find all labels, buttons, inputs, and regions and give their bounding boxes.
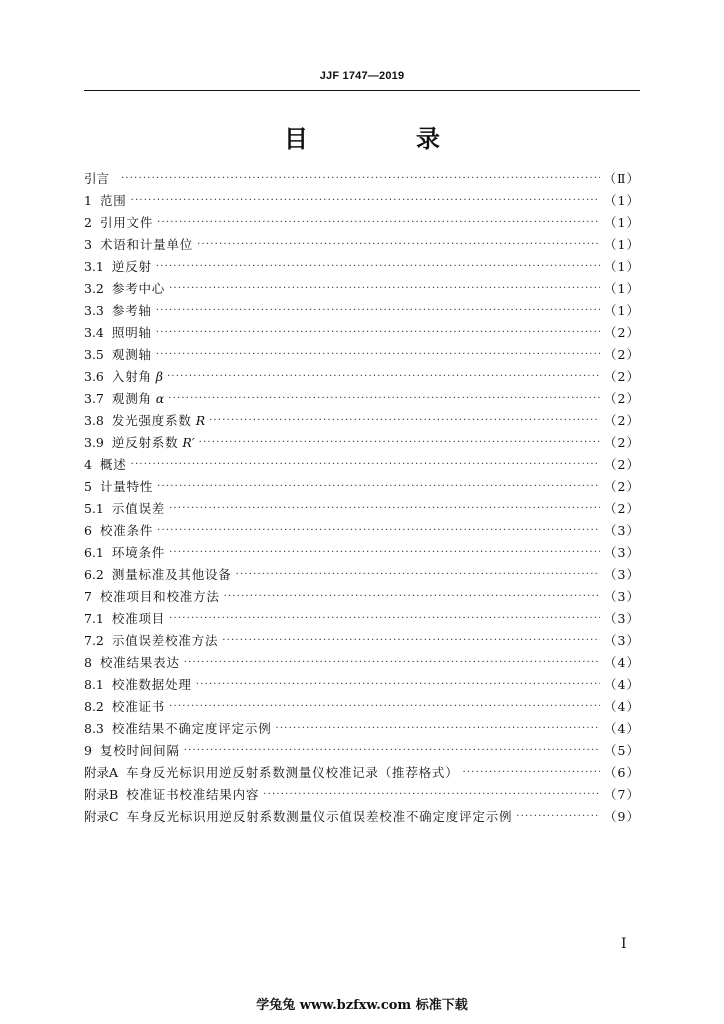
toc-entry-page: （5） xyxy=(604,743,640,758)
toc-entry-page: （4） xyxy=(604,655,640,670)
toc-dot-leader xyxy=(276,718,601,740)
toc-entry-label xyxy=(84,740,180,762)
toc-entry-title: 校准项目 xyxy=(111,611,166,626)
toc-entry[interactable] xyxy=(84,542,640,564)
toc-entry[interactable] xyxy=(84,476,640,498)
toc-entry[interactable] xyxy=(84,784,640,806)
toc-dot-leader xyxy=(209,410,600,432)
toc-entry-number: 7.2 xyxy=(84,633,104,648)
toc-entry-title: 车身反光标识用逆反射系数测量仪校准记录（推荐格式） xyxy=(126,765,459,780)
toc-entry-page: （2） xyxy=(604,369,640,384)
header-divider xyxy=(84,90,640,91)
toc-entry[interactable] xyxy=(84,696,640,718)
toc-dot-leader xyxy=(516,806,600,828)
toc-entry[interactable] xyxy=(84,168,640,190)
toc-entry-symbol: β xyxy=(155,369,164,384)
toc-entry-page: （1） xyxy=(604,303,640,318)
toc-entry[interactable] xyxy=(84,322,640,344)
toc-entry-label xyxy=(84,410,205,432)
toc-entry-label xyxy=(84,388,164,410)
toc-entry-page: （3） xyxy=(604,589,640,604)
toc-entry-number: 附录A xyxy=(84,765,119,780)
toc-entry-page: （1） xyxy=(604,193,640,208)
toc-dot-leader xyxy=(169,542,600,564)
toc-dot-leader xyxy=(157,212,600,234)
toc-entry-label xyxy=(84,212,153,234)
toc-entry-number: 6.2 xyxy=(84,567,104,582)
toc-entry[interactable] xyxy=(84,674,640,696)
toc-entry-title: 概述 xyxy=(99,457,127,472)
toc-entry-page: （1） xyxy=(604,215,640,230)
toc-dot-leader xyxy=(263,784,600,806)
toc-entry-title: 校准结果不确定度评定示例 xyxy=(111,721,272,736)
toc-entry-page: （2） xyxy=(604,479,640,494)
toc-entry-title: 校准证书校准结果内容 xyxy=(126,787,260,802)
toc-entry-label xyxy=(84,322,152,344)
toc-entry-number: 7 xyxy=(84,589,92,604)
toc-entry-number: 1 xyxy=(84,193,92,208)
toc-entry-number: 3.1 xyxy=(84,259,104,274)
toc-entry-title: 校准结果表达 xyxy=(99,655,180,670)
toc-entry-number: 7.1 xyxy=(84,611,104,626)
toc-entry[interactable] xyxy=(84,212,640,234)
toc-entry-title: 引用文件 xyxy=(99,215,154,230)
table-of-contents xyxy=(84,168,640,828)
toc-entry[interactable] xyxy=(84,300,640,322)
toc-entry-label xyxy=(84,476,153,498)
toc-entry-title: 参考轴 xyxy=(111,303,152,318)
toc-dot-leader xyxy=(167,366,600,388)
toc-entry-number: 3.4 xyxy=(84,325,104,340)
toc-entry-number: 8.3 xyxy=(84,721,104,736)
toc-entry[interactable] xyxy=(84,234,640,256)
toc-dot-leader xyxy=(121,168,599,190)
toc-entry-title: 校准条件 xyxy=(99,523,154,538)
toc-entry-title: 观测角 xyxy=(111,391,152,406)
toc-entry[interactable] xyxy=(84,498,640,520)
toc-entry-page: （2） xyxy=(604,413,640,428)
toc-entry-title: 术语和计量单位 xyxy=(99,237,194,252)
toc-entry-page: （3） xyxy=(604,567,640,582)
toc-dot-leader xyxy=(196,674,600,696)
toc-entry-number: 3.9 xyxy=(84,435,104,450)
toc-dot-leader xyxy=(224,586,600,608)
toc-dot-leader xyxy=(197,234,600,256)
toc-entry-label xyxy=(84,234,193,256)
toc-entry-number: 3.3 xyxy=(84,303,104,318)
toc-dot-leader xyxy=(168,388,600,410)
toc-entry-page: （6） xyxy=(604,765,640,780)
toc-entry-page: （4） xyxy=(604,699,640,714)
toc-dot-leader xyxy=(131,454,600,476)
toc-entry-number: 8.2 xyxy=(84,699,104,714)
toc-entry[interactable] xyxy=(84,190,640,212)
toc-dot-leader xyxy=(169,608,600,630)
toc-entry-number: 引言 xyxy=(84,171,110,186)
toc-entry-number: 6 xyxy=(84,523,92,538)
toc-entry[interactable] xyxy=(84,806,640,828)
toc-entry-title: 测量标准及其他设备 xyxy=(111,567,232,582)
toc-dot-leader xyxy=(184,740,600,762)
document-code: JJF 1747—2019 xyxy=(319,70,405,82)
toc-entry[interactable] xyxy=(84,344,640,366)
toc-entry-page: （3） xyxy=(604,523,640,538)
toc-entry-title: 校准项目和校准方法 xyxy=(99,589,220,604)
toc-entry-title: 车身反光标识用逆反射系数测量仪示值误差校准不确定度评定示例 xyxy=(126,809,513,824)
toc-entry-title: 逆反射 xyxy=(111,259,152,274)
toc-entry-label xyxy=(84,454,127,476)
toc-dot-leader xyxy=(156,256,600,278)
toc-entry[interactable] xyxy=(84,740,640,762)
toc-entry[interactable] xyxy=(84,366,640,388)
toc-entry-number: 5 xyxy=(84,479,92,494)
toc-entry-symbol: R xyxy=(195,413,206,428)
toc-entry-page: （2） xyxy=(604,347,640,362)
toc-dot-leader xyxy=(222,630,600,652)
toc-entry-number: 3.6 xyxy=(84,369,104,384)
toc-entry[interactable] xyxy=(84,564,640,586)
toc-entry-label xyxy=(84,608,165,630)
toc-dot-leader xyxy=(169,498,600,520)
toc-entry-number: 5.1 xyxy=(84,501,104,516)
toc-entry[interactable] xyxy=(84,586,640,608)
toc-dot-leader xyxy=(156,322,600,344)
toc-entry-label xyxy=(84,718,272,740)
page-title: 目 录 xyxy=(284,124,482,153)
toc-entry-page: （3） xyxy=(604,545,640,560)
toc-dot-leader xyxy=(463,762,601,784)
toc-entry[interactable] xyxy=(84,630,640,652)
toc-entry-title: 逆反射系数 xyxy=(111,435,179,450)
toc-entry[interactable] xyxy=(84,278,640,300)
toc-entry-label xyxy=(84,652,180,674)
toc-entry-label xyxy=(84,586,220,608)
toc-entry-title: 校准证书 xyxy=(111,699,166,714)
toc-entry-title: 环境条件 xyxy=(111,545,166,560)
toc-entry-label xyxy=(84,168,117,190)
toc-entry-title: 范围 xyxy=(99,193,127,208)
toc-entry-title: 入射角 xyxy=(111,369,152,384)
toc-entry-page: （1） xyxy=(604,259,640,274)
toc-entry-title: 示值误差校准方法 xyxy=(111,633,219,648)
toc-entry-label xyxy=(84,366,163,388)
toc-dot-leader xyxy=(156,344,600,366)
toc-entry-page: （2） xyxy=(604,391,640,406)
toc-entry[interactable] xyxy=(84,432,640,454)
toc-entry-label xyxy=(84,520,153,542)
toc-entry-page: （1） xyxy=(604,281,640,296)
toc-entry-label xyxy=(84,564,232,586)
toc-entry-label xyxy=(84,542,165,564)
toc-entry-label xyxy=(84,674,192,696)
toc-entry-label xyxy=(84,498,165,520)
toc-entry-number: 9 xyxy=(84,743,92,758)
toc-entry[interactable] xyxy=(84,256,640,278)
toc-entry-number: 8.1 xyxy=(84,677,104,692)
toc-entry-title: 校准数据处理 xyxy=(111,677,192,692)
toc-entry-page: （1） xyxy=(604,237,640,252)
toc-entry-label xyxy=(84,696,165,718)
toc-entry-page: （Ⅱ） xyxy=(603,171,640,186)
footer-watermark-text: 学兔兔 www.bzfxw.com 标准下载 xyxy=(256,998,468,1013)
toc-entry-page: （2） xyxy=(604,501,640,516)
toc-entry-label xyxy=(84,630,218,652)
toc-dot-leader xyxy=(131,190,600,212)
toc-dot-leader xyxy=(156,300,600,322)
toc-entry-page: （3） xyxy=(604,611,640,626)
toc-entry-number: 3.7 xyxy=(84,391,104,406)
toc-dot-leader xyxy=(169,696,600,718)
toc-entry[interactable] xyxy=(84,762,640,784)
toc-entry-number: 8 xyxy=(84,655,92,670)
toc-entry-label xyxy=(84,784,259,806)
toc-entry-label xyxy=(84,278,165,300)
toc-entry-label xyxy=(84,300,152,322)
toc-entry-number: 3.8 xyxy=(84,413,104,428)
page-number: I xyxy=(621,936,627,952)
toc-entry-title: 观测轴 xyxy=(111,347,152,362)
toc-entry-page: （2） xyxy=(604,325,640,340)
toc-entry[interactable] xyxy=(84,718,640,740)
toc-entry-title: 照明轴 xyxy=(111,325,152,340)
toc-dot-leader xyxy=(236,564,600,586)
toc-dot-leader xyxy=(157,476,600,498)
toc-entry-title: 发光强度系数 xyxy=(111,413,192,428)
toc-dot-leader xyxy=(169,278,600,300)
toc-entry[interactable] xyxy=(84,652,640,674)
toc-dot-leader xyxy=(199,432,600,454)
toc-entry-label xyxy=(84,432,195,454)
toc-entry[interactable] xyxy=(84,388,640,410)
toc-entry-page: （4） xyxy=(604,721,640,736)
toc-entry-title: 参考中心 xyxy=(111,281,166,296)
toc-entry-number: 附录B xyxy=(84,787,119,802)
toc-entry-title: 计量特性 xyxy=(99,479,154,494)
toc-entry-title: 复校时间间隔 xyxy=(99,743,180,758)
toc-entry-label xyxy=(84,190,127,212)
toc-entry-number: 3.5 xyxy=(84,347,104,362)
toc-entry-page: （2） xyxy=(604,457,640,472)
toc-dot-leader xyxy=(184,652,600,674)
toc-entry-number: 3 xyxy=(84,237,92,252)
toc-entry-number: 4 xyxy=(84,457,92,472)
toc-entry[interactable] xyxy=(84,410,640,432)
toc-entry-number: 附录C xyxy=(84,809,119,824)
toc-entry[interactable] xyxy=(84,520,640,542)
toc-entry-label xyxy=(84,344,152,366)
toc-dot-leader xyxy=(157,520,600,542)
toc-entry-page: （3） xyxy=(604,633,640,648)
toc-entry-label xyxy=(84,256,152,278)
toc-entry[interactable] xyxy=(84,608,640,630)
toc-entry-label xyxy=(84,762,459,784)
toc-entry-symbol: α xyxy=(155,391,165,406)
toc-entry-page: （2） xyxy=(604,435,640,450)
toc-entry-number: 2 xyxy=(84,215,92,230)
toc-entry-page: （7） xyxy=(604,787,640,802)
toc-entry-number: 3.2 xyxy=(84,281,104,296)
toc-entry-symbol: R′ xyxy=(182,435,195,450)
toc-entry-number: 6.1 xyxy=(84,545,104,560)
toc-entry-page: （9） xyxy=(604,809,640,824)
toc-entry[interactable] xyxy=(84,454,640,476)
toc-entry-page: （4） xyxy=(604,677,640,692)
toc-entry-title: 示值误差 xyxy=(111,501,166,516)
toc-entry-label xyxy=(84,806,512,828)
